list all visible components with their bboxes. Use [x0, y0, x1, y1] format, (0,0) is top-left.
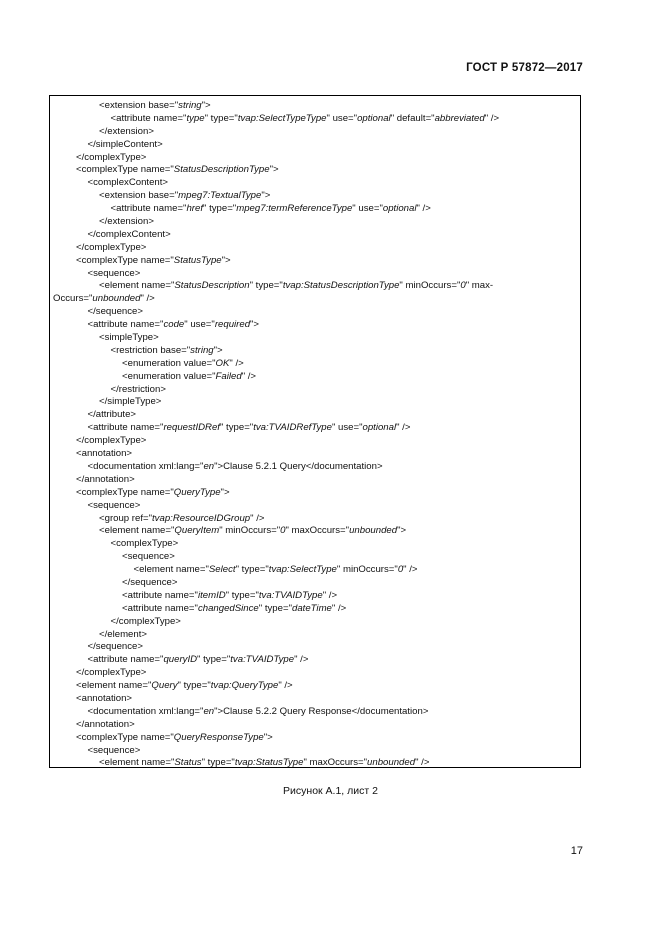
code-value: requestIDRef	[163, 422, 220, 434]
code-text: ">Clause 5.2.2 Query Response</documentation>	[214, 705, 429, 717]
code-text: " use="	[326, 112, 358, 124]
code-text: " type="	[249, 280, 283, 292]
code-line	[50, 693, 580, 706]
code-text: <complexType>	[110, 538, 179, 550]
code-text: <group ref="	[99, 512, 153, 524]
code-text: <attribute name="	[87, 654, 164, 666]
code-text: " use="	[184, 319, 215, 331]
code-text: <attribute name="	[87, 422, 164, 434]
code-text: " type="	[235, 564, 269, 576]
code-text: <documentation xml:lang="	[87, 705, 204, 717]
code-text: </simpleContent>	[87, 138, 163, 150]
code-value: unbounded	[367, 757, 416, 768]
code-text: </complexType>	[76, 151, 147, 163]
code-text: " />	[416, 203, 431, 215]
code-line	[50, 680, 580, 693]
code-value: QueryItem	[174, 525, 220, 537]
code-line	[50, 590, 580, 603]
code-text: <element name="	[133, 564, 209, 576]
code-text: ">	[213, 344, 223, 356]
code-value: mpeg7:termReferenceType	[236, 203, 353, 215]
code-text: " type="	[204, 112, 238, 124]
code-text: " minOccurs="	[399, 280, 461, 292]
code-text: <element name="	[99, 757, 175, 768]
code-line	[50, 538, 580, 551]
code-value: queryID	[163, 654, 198, 666]
code-text: <documentation xml:lang="	[87, 460, 204, 472]
code-text: </complexType>	[110, 615, 181, 627]
code-value: Status	[174, 757, 202, 768]
code-line	[50, 216, 580, 229]
code-text: <sequence>	[87, 267, 141, 279]
code-value: StatusType	[173, 254, 222, 266]
code-line	[50, 757, 580, 768]
code-line	[50, 422, 580, 435]
code-lines	[50, 100, 580, 768]
code-text: ">	[397, 525, 407, 537]
code-text: " use="	[352, 203, 383, 215]
code-text: " />	[403, 564, 418, 576]
code-text: <attribute name="	[87, 319, 164, 331]
code-text: <attribute name="	[122, 602, 198, 614]
code-text: " />	[229, 357, 244, 369]
code-text: <complexContent>	[87, 177, 169, 189]
code-line	[50, 190, 580, 203]
code-text: <element name="	[76, 680, 152, 692]
code-line	[50, 280, 580, 293]
code-line	[50, 203, 580, 216]
code-line	[50, 706, 580, 719]
code-text: </complexContent>	[87, 228, 171, 240]
code-line	[50, 319, 580, 332]
code-text: " minOccurs="	[219, 525, 281, 537]
code-text: ">	[263, 731, 273, 743]
code-text: </restriction>	[110, 383, 166, 395]
code-line	[50, 396, 580, 409]
code-text: " />	[250, 512, 265, 524]
code-value: abbreviated	[434, 112, 485, 124]
code-text: " />	[415, 757, 430, 768]
code-text: " maxOccurs="	[285, 525, 350, 537]
code-value: en	[203, 460, 215, 472]
code-text: </extension>	[99, 125, 154, 137]
code-text: " minOccurs="	[336, 564, 398, 576]
code-text: Occurs="	[53, 293, 93, 305]
code-line	[50, 500, 580, 513]
code-text: <attribute name="	[110, 112, 187, 124]
code-value: optional	[357, 112, 391, 124]
code-text: <sequence>	[122, 551, 175, 563]
code-value: type	[186, 112, 205, 124]
code-line	[50, 113, 580, 126]
page-number: 17	[570, 845, 583, 857]
code-text: <complexType name="	[76, 254, 174, 266]
code-text: </complexType>	[76, 241, 147, 253]
code-text: " />	[331, 602, 347, 614]
code-value: OK	[215, 357, 230, 369]
code-text: " />	[278, 680, 293, 692]
code-value: tva:TVAIDType	[258, 589, 323, 601]
code-line	[50, 745, 580, 758]
xml-schema-listing	[49, 95, 581, 768]
code-value: StatusDescriptionType	[173, 164, 270, 176]
code-text: </sequence>	[87, 641, 143, 653]
code-value: string	[178, 100, 202, 111]
code-text: <extension base="	[99, 190, 179, 202]
code-line	[50, 358, 580, 371]
code-value: tvap:SelectTypeType	[237, 112, 327, 124]
code-value: QueryResponseType	[173, 731, 264, 743]
code-text: " type="	[225, 589, 259, 601]
code-text: </simpleType>	[99, 396, 162, 408]
code-line	[50, 126, 580, 139]
code-line	[50, 229, 580, 242]
code-line	[50, 255, 580, 268]
code-value: string	[190, 344, 214, 356]
code-line	[50, 409, 580, 422]
code-value: Query	[151, 680, 178, 692]
code-line	[50, 719, 580, 732]
code-line	[50, 732, 580, 745]
code-text: </attribute>	[87, 409, 137, 421]
code-value: tvap:StatusDescriptionType	[282, 280, 400, 292]
standard-code: ГОСТ Р 57872—2017	[466, 62, 583, 74]
code-text: <annotation>	[76, 448, 133, 460]
code-value: tva:TVAIDType	[230, 654, 295, 666]
code-line	[50, 306, 580, 319]
code-text: </annotation>	[76, 473, 135, 485]
code-value: href	[186, 203, 203, 215]
code-text: " type="	[197, 654, 231, 666]
code-value: dateTime	[291, 602, 332, 614]
code-line	[50, 164, 580, 177]
code-line	[50, 616, 580, 629]
code-text: " default="	[390, 112, 435, 124]
code-value: required	[214, 319, 251, 331]
code-line	[50, 667, 580, 680]
code-line	[50, 345, 580, 358]
code-line	[50, 435, 580, 448]
code-text: " type="	[201, 757, 235, 768]
code-line	[50, 564, 580, 577]
code-text: " use="	[331, 422, 363, 434]
code-line	[50, 654, 580, 667]
code-text: ">Clause 5.2.1 Query</documentation>	[214, 460, 383, 472]
code-line	[50, 474, 580, 487]
code-text: <extension base="	[99, 100, 179, 111]
code-text: " type="	[203, 203, 237, 215]
code-text: <annotation>	[76, 692, 133, 704]
code-text: </complexType>	[76, 667, 147, 679]
code-text: " maxOccurs="	[303, 757, 368, 768]
code-value: 0	[460, 280, 466, 292]
code-text: </element>	[99, 628, 148, 640]
code-text: " />	[241, 370, 257, 382]
code-text: </annotation>	[76, 718, 135, 730]
code-line	[50, 139, 580, 152]
code-text: " />	[294, 654, 309, 666]
code-line	[50, 177, 580, 190]
code-line	[50, 629, 580, 642]
code-value: code	[163, 319, 185, 331]
code-text: " />	[322, 589, 338, 601]
code-text: ">	[261, 190, 271, 202]
code-value: itemID	[197, 589, 226, 601]
code-text: " max-	[465, 280, 494, 292]
code-text: <attribute name="	[122, 589, 198, 601]
code-text: <sequence>	[87, 744, 141, 756]
code-text: <restriction base="	[110, 344, 191, 356]
code-text: " />	[140, 293, 155, 305]
code-text: <enumeration value="	[122, 357, 216, 369]
code-text: </sequence>	[122, 576, 178, 588]
code-value: tvap:StatusType	[234, 757, 304, 768]
code-value: tvap:SelectType	[268, 564, 337, 576]
code-text: ">	[201, 100, 211, 111]
code-text: <element name="	[99, 525, 175, 537]
code-line	[50, 641, 580, 654]
code-line	[50, 448, 580, 461]
code-line	[50, 551, 580, 564]
code-value: en	[203, 705, 215, 717]
code-value: mpeg7:TextualType	[178, 190, 262, 202]
code-line	[50, 332, 580, 345]
code-line	[50, 242, 580, 255]
code-text: <complexType name="	[76, 486, 174, 498]
code-text: <simpleType>	[99, 332, 159, 344]
code-line	[50, 100, 580, 113]
code-line	[50, 487, 580, 500]
code-line	[50, 525, 580, 538]
code-line	[50, 268, 580, 281]
code-text: </complexType>	[76, 435, 147, 447]
code-text: <complexType name="	[76, 731, 174, 743]
code-text: " />	[484, 112, 500, 124]
code-value: Select	[208, 564, 236, 576]
code-text: " type="	[219, 422, 254, 434]
code-text: <complexType name="	[76, 164, 174, 176]
code-text: </extension>	[99, 216, 154, 228]
code-text: ">	[250, 319, 260, 331]
code-text: " type="	[258, 602, 292, 614]
code-value: tva:TVAIDRefType	[253, 422, 332, 434]
code-value: QueryType	[173, 486, 221, 498]
code-value: changedSince	[197, 602, 259, 614]
code-line	[50, 371, 580, 384]
figure-caption: Рисунок А.1, лист 2	[283, 785, 378, 797]
code-text: <enumeration value="	[122, 370, 216, 382]
code-text: <sequence>	[87, 499, 141, 511]
code-line	[50, 461, 580, 474]
code-value: 0	[280, 525, 286, 537]
code-value: unbounded	[349, 525, 398, 537]
code-text: </sequence>	[87, 306, 143, 318]
code-text: ">	[220, 486, 230, 498]
code-line	[50, 513, 580, 526]
code-value: 0	[397, 564, 404, 576]
code-line	[50, 293, 580, 306]
code-text: " />	[396, 422, 411, 434]
code-text: <attribute name="	[110, 203, 187, 215]
code-line	[50, 384, 580, 397]
code-text: " type="	[177, 680, 211, 692]
code-value: Failed	[215, 370, 242, 382]
code-line	[50, 152, 580, 165]
code-value: StatusDescription	[174, 280, 250, 292]
code-value: tvap:ResourceIDGroup	[152, 512, 251, 524]
code-text: ">	[269, 164, 279, 176]
code-text: ">	[221, 254, 231, 266]
code-line	[50, 603, 580, 616]
code-text: <element name="	[99, 280, 175, 292]
code-value: tvap:QueryType	[210, 680, 279, 692]
code-value: optional	[382, 203, 417, 215]
code-line	[50, 577, 580, 590]
code-value: unbounded	[92, 293, 141, 305]
code-value: optional	[362, 422, 397, 434]
